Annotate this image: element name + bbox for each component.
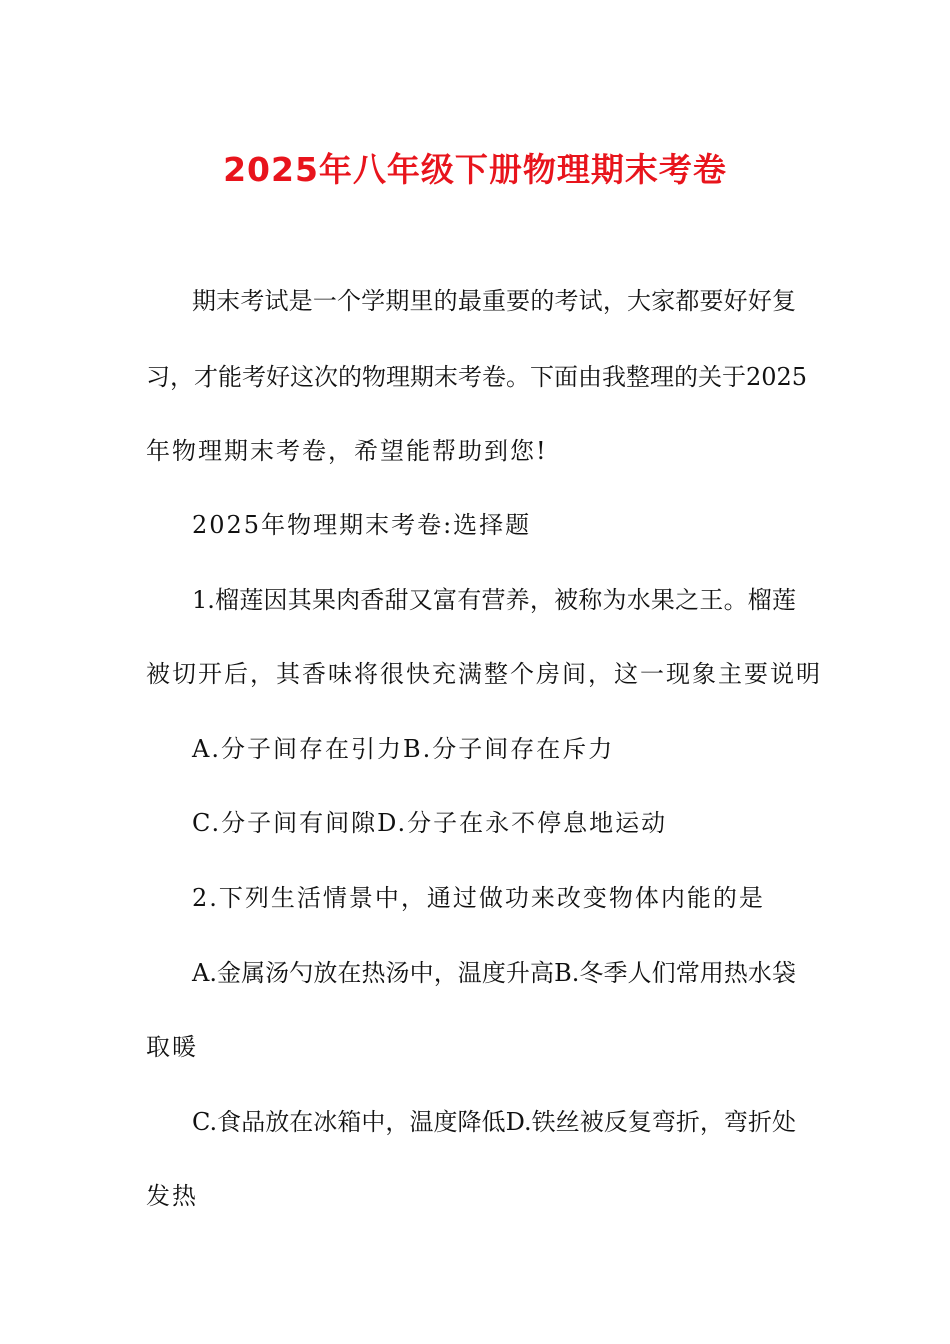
document-title: 2025年八年级下册物理期末考卷: [223, 150, 727, 189]
question-2-options-cd-line-1: C.食品放在冰箱中，温度降低D.铁丝被反复弯折，弯折处: [192, 1108, 796, 1136]
question-1-options-cd: C.分子间有间隙D.分子在永不停息地运动: [192, 809, 668, 837]
question-2-options-cd-line-2: 发热: [146, 1182, 198, 1210]
question-2-line-1: 2.下列生活情景中，通过做功来改变物体内能的是: [192, 884, 765, 912]
question-2-options-ab-line-1: A.金属汤勺放在热汤中，温度升高B.冬季人们常用热水袋: [192, 959, 796, 987]
question-1-options-ab: A.分子间存在引力B.分子间存在斥力: [192, 735, 615, 763]
section-heading: 2025年物理期末考卷:选择题: [192, 511, 532, 539]
question-1-line-2: 被切开后，其香味将很快充满整个房间，这一现象主要说明: [146, 660, 822, 688]
question-1-line-1: 1.榴莲因其果肉香甜又富有营养，被称为水果之王。榴莲: [192, 586, 796, 614]
paragraph-line-1: 期末考试是一个学期里的最重要的考试，大家都要好好复: [192, 287, 796, 315]
paragraph-line-2: 习，才能考好这次的物理期末考卷。下面由我整理的关于2025: [146, 363, 808, 391]
question-2-options-ab-line-2: 取暖: [146, 1033, 198, 1061]
paragraph-line-3: 年物理期末考卷，希望能帮助到您!: [146, 437, 548, 465]
